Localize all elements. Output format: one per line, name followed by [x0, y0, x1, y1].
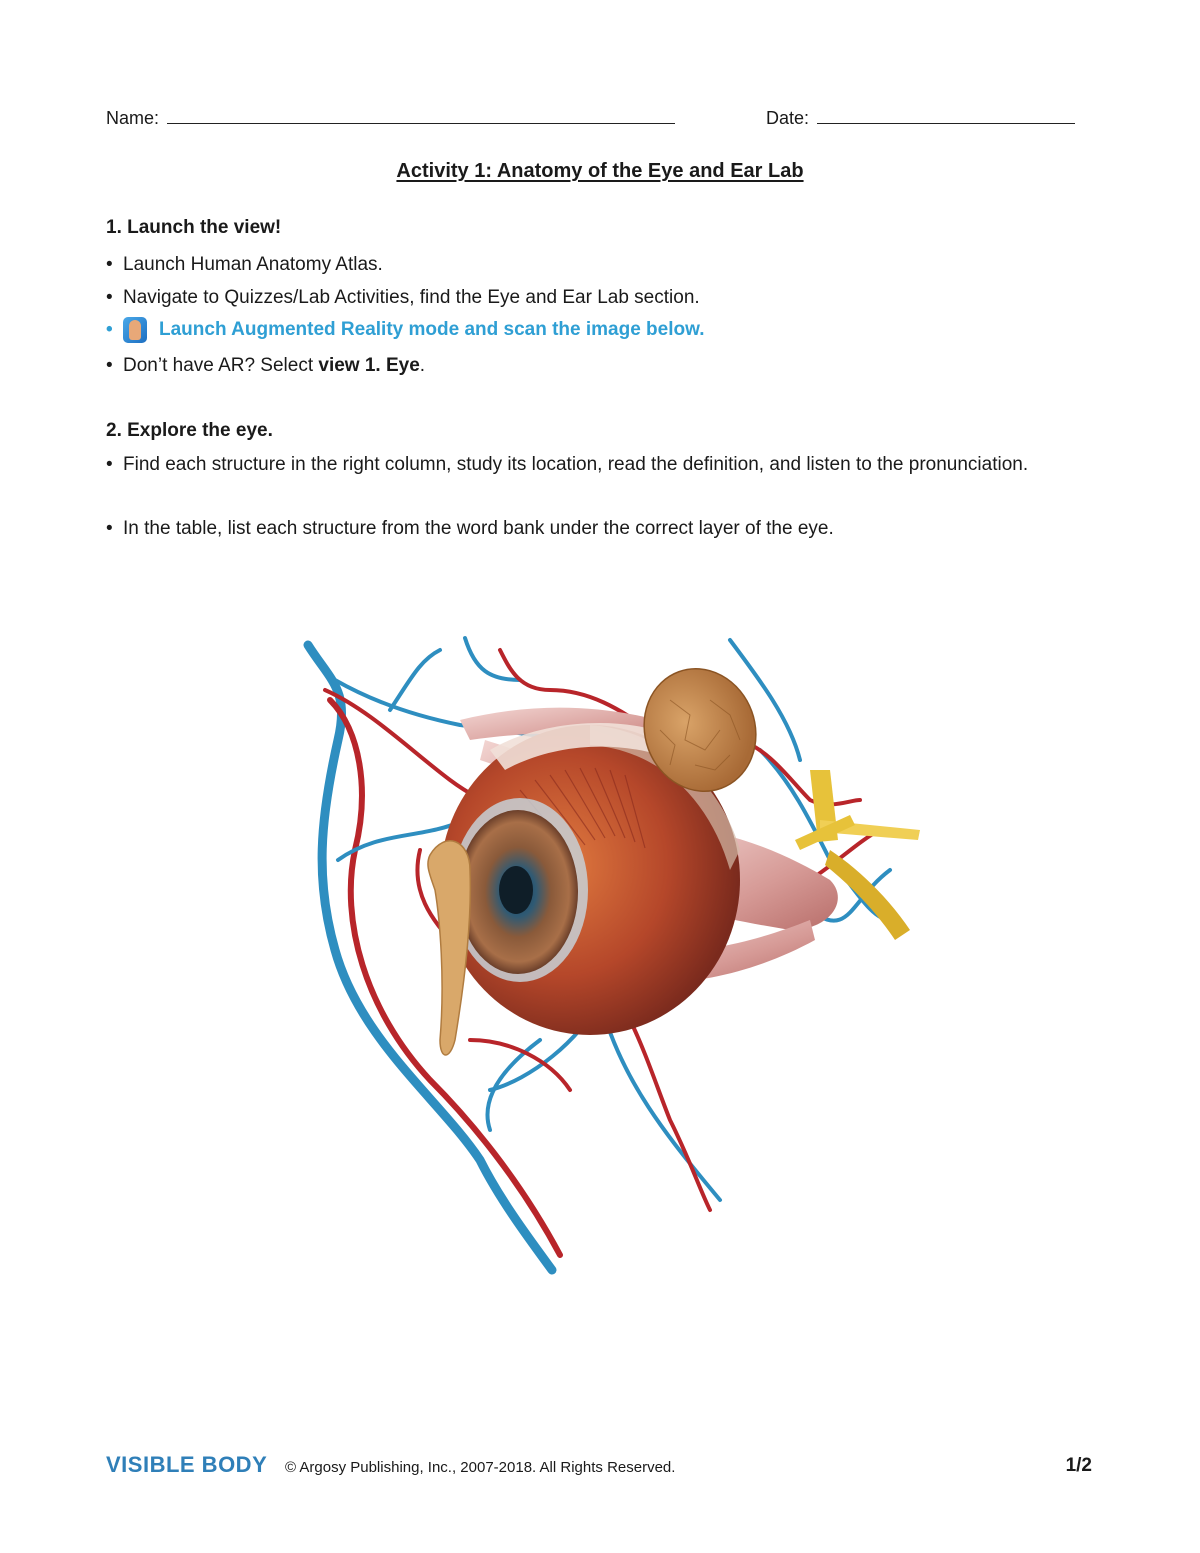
bullet-text: Find each structure in the right column, study its location, read the definition, and listen to the pronunciation. [123, 454, 1029, 475]
copyright: © Argosy Publishing, Inc., 2007-2018. All Rights Reserved. [285, 1459, 676, 1476]
view-name: view 1. Eye [318, 355, 420, 376]
name-field[interactable] [106, 108, 675, 129]
visible-body-logo: VISIBLE BODY [106, 1452, 268, 1477]
no-ar-prefix: Don’t have AR? Select [123, 355, 319, 376]
section2-bullet-1: • Find each structure in the right column, study its location, read the definition, and listen to the pronunciation. [106, 450, 1096, 479]
name-blank[interactable] [167, 122, 675, 124]
bullet-text: In the table, list each structure from the word bank under the correct layer of the eye. [123, 518, 834, 539]
section2-heading: 2. Explore the eye. [106, 420, 273, 441]
pupil [499, 866, 533, 914]
date-label: Date: [766, 108, 810, 128]
bullet-text: Navigate to Quizzes/Lab Activities, find the Eye and Ear Lab section. [123, 287, 700, 308]
section2-bullet-2: • In the table, list each structure from the word bank under the correct layer of the eye. [106, 514, 1096, 543]
page-title: Activity 1: Anatomy of the Eye and Ear Lab [396, 160, 804, 182]
section1-bullet-ar[interactable]: • Launch Augmented Reality mode and scan the image below. [106, 315, 1096, 344]
cornea-iris [452, 798, 588, 982]
eye-anatomy-illustration [290, 620, 930, 1280]
name-label: Name: [106, 108, 160, 128]
section1-bullet-1: • Launch Human Anatomy Atlas. [106, 250, 1096, 279]
lacrimal-duct [428, 841, 470, 1055]
section1-bullet-4: • Don’t have AR? Select view 1. Eye. [106, 355, 426, 376]
date-blank[interactable] [817, 122, 1075, 124]
page-number: 1/2 [1065, 1455, 1092, 1476]
bullet-text: Launch Human Anatomy Atlas. [123, 254, 383, 275]
no-ar-suffix: . [419, 355, 426, 376]
augmented-reality-icon [123, 317, 147, 343]
date-field[interactable] [766, 108, 1075, 129]
ar-instruction[interactable]: Launch Augmented Reality mode and scan the image below. [159, 319, 705, 340]
section1-bullet-2: • Navigate to Quizzes/Lab Activities, find the Eye and Ear Lab section. [106, 283, 1096, 312]
section1-heading: 1. Launch the view! [106, 217, 282, 238]
